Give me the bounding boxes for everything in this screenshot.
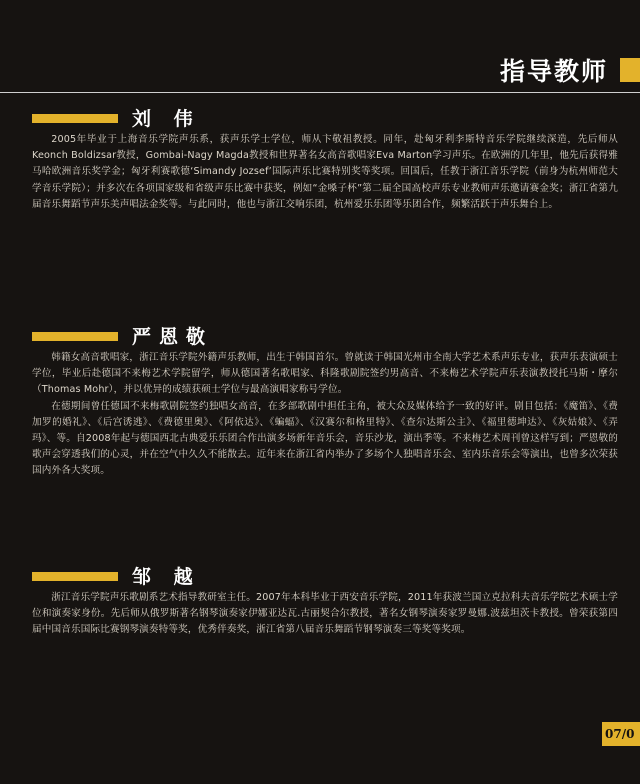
page-number: 07/0 [605, 727, 635, 741]
teacher-heading [32, 104, 618, 130]
teacher-section-zou-yue [32, 562, 618, 639]
teacher-name: 严恩敬 [132, 326, 214, 348]
teacher-name: 刘 伟 [132, 108, 201, 130]
name-accent-bar [32, 332, 118, 341]
teacher-section-liu-wei [32, 104, 618, 213]
teacher-heading [32, 322, 618, 348]
teacher-bio-paragraph: 韩籍女高音歌唱家，浙江音乐学院外籍声乐教师，出生于韩国首尔。曾就读于韩国光州市全南大学艺术系声乐专业，获声乐表演硕士学位，毕业后赴德国不来梅艺术学院留学，师从德国著名歌唱家、科隆歌剧院签约男高音、不来梅艺术学院声乐表演教授托马斯・摩尔（Thomas Mohr），并以优异的成绩获硕士学位与最高演唱家称号学位。 [32, 352, 618, 396]
page-number-tab [602, 722, 640, 746]
page-title: 指导教师 [499, 57, 608, 86]
teacher-bio-paragraph: 在德期间曾任德国不来梅歌剧院签约独唱女高音，在多部歌剧中担任主角，被大众及媒体给予一致的好评。剧目包括：《魔笛》、《费加罗的婚礼》、《后宫诱逃》、《费德里奥》、《阿依达》、《蝙蝠》、《汉赛尔和格里特》、《查尔达斯公主》、《福里德坤达》、《灰姑娘》、《弄玛》、等。自2008年起与德国西北古典爱乐乐团合作出演多场新年音乐会，音乐沙龙，演出季等。不来梅艺术周刊曾这样写到；严恩敬的歌声会穿透我们的心灵，并在空气中久久不能散去。近年来在浙江省内举办了多场个人独唱音乐会、室内乐音乐会等演出，也曾多次荣获国内外各大奖项。 [32, 400, 618, 477]
teacher-bio-paragraph: 2005年毕业于上海音乐学院声乐系，获声乐学士学位，师从卞敬祖教授。同年，赴匈牙利李斯特音乐学院继续深造，先后师从Keonch Boldizsar教授，Gombai-Nagy Magda教授和世界著名女高音歌唱家Eva Marton学习声乐。在欧洲的几年里，他先后获得雅马哈欧洲音乐奖学金；匈牙利赛歌德‘Simandy Jozsef’国际声乐比赛特别奖等奖项。回国后，任教于浙江音乐学院（前身为杭州师范大学音乐学院）；并多次在各项国家级和省级声乐比赛中获奖，例如“金嗓子杯”第二届全国高校声乐专业教师声乐邀请赛金奖；浙江省第九届音乐舞蹈节声乐美声唱法金奖等。与此同时，他也与浙江交响乐团，杭州爱乐乐团等乐团合作，频繁活跃于声乐舞台上。 [32, 134, 618, 210]
teacher-section-yan-enjing [32, 322, 618, 480]
teacher-name: 邹 越 [132, 566, 201, 588]
name-accent-bar [32, 114, 118, 123]
teacher-heading [32, 562, 618, 588]
teacher-bio-paragraph: 浙江音乐学院声乐歌剧系艺术指导教研室主任。2007年本科毕业于西安音乐学院，2011年获波兰国立克拉科夫音乐学院艺术硕士学位和演奏家身份。先后师从俄罗斯著名钢琴演奏家伊娜亚达瓦.古丽契合尔教授，著名女钢琴演奏家罗曼娜.波兹坦茨卡教授。曾荣获第四届中国音乐国际比赛钢琴演奏特等奖，优秀伴奏奖，浙江省第八届音乐舞蹈节钢琴演奏三等奖等奖项。 [32, 592, 618, 636]
header-accent-bar [620, 58, 640, 82]
name-accent-bar [32, 572, 118, 581]
header-divider [0, 92, 640, 93]
